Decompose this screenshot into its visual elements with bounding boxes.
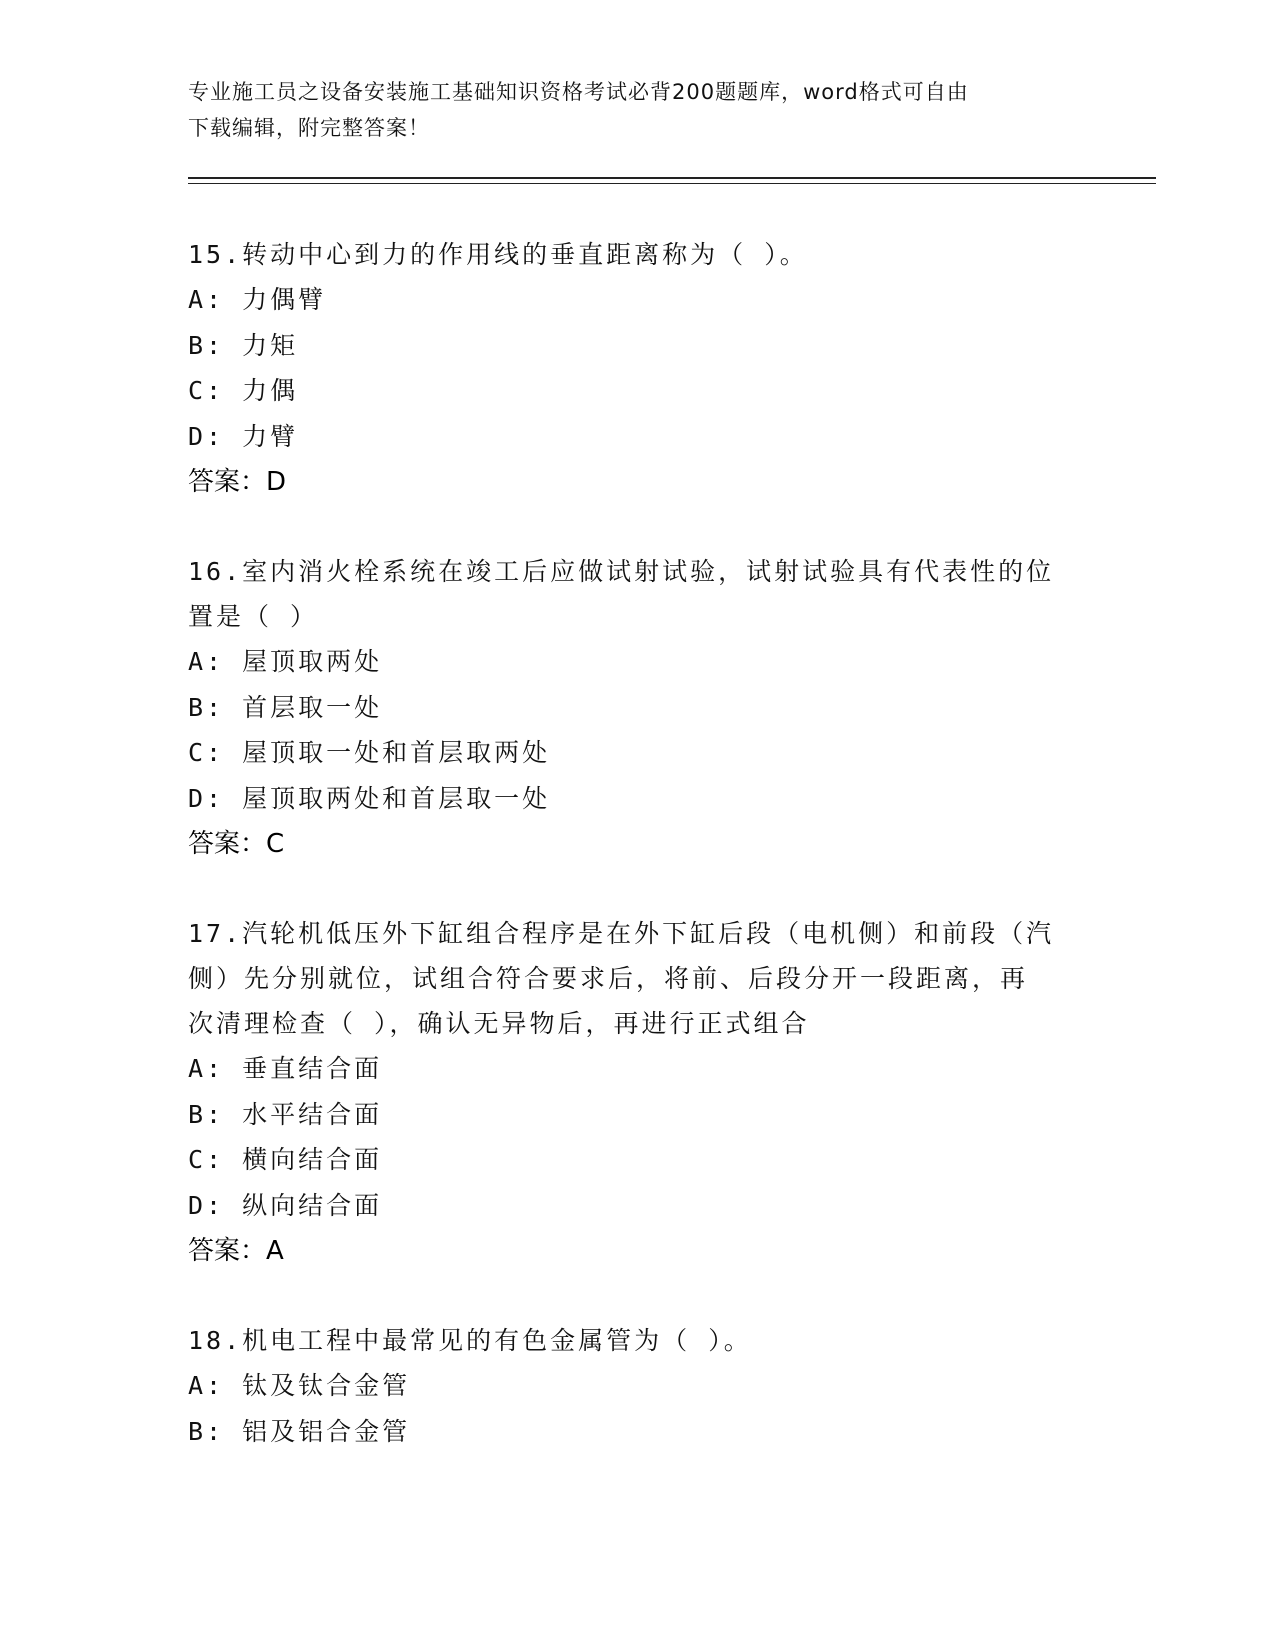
option-b: B: 首层取一处 (188, 692, 383, 722)
option-d: D: 纵向结合面 (188, 1190, 383, 1220)
question-17 (188, 911, 1088, 1274)
header-divider-thick (188, 177, 1156, 179)
option-c: C: 屋顶取一处和首层取两处 (188, 738, 551, 767)
answer: 答案：D (188, 467, 287, 497)
option-b: B: 铝及铝合金管 (188, 1416, 411, 1446)
question-text: 置是（ ） (188, 602, 319, 631)
question-18 (188, 1318, 1088, 1454)
option-c: C: 力偶 (188, 376, 299, 405)
answer: 答案：C (188, 829, 285, 859)
option-a: A: 力偶臂 (188, 285, 327, 314)
question-16 (188, 549, 1088, 867)
question-text: 18.机电工程中最常见的有色金属管为（ ）。 (188, 1326, 752, 1355)
document-header (188, 74, 1088, 146)
option-a: A: 屋顶取两处 (188, 647, 383, 676)
option-d: D: 力臂 (188, 421, 299, 451)
question-list (188, 232, 1088, 1498)
question-text: 15.转动中心到力的作用线的垂直距离称为（ ）。 (188, 240, 808, 269)
header-line-2: 下载编辑，附完整答案！ (188, 116, 430, 140)
option-b: B: 力矩 (188, 330, 299, 360)
header-line-1: 专业施工员之设备安装施工基础知识资格考试必背200题题库，word格式可自由 (188, 80, 969, 104)
option-c: C: 横向结合面 (188, 1145, 383, 1174)
header-divider-thin (188, 183, 1156, 184)
question-text: 次清理检查（ ），确认无异物后，再进行正式组合 (188, 1009, 810, 1038)
option-a: A: 垂直结合面 (188, 1054, 383, 1083)
option-b: B: 水平结合面 (188, 1099, 383, 1129)
answer: 答案：A (188, 1236, 284, 1266)
option-d: D: 屋顶取两处和首层取一处 (188, 783, 551, 813)
question-15 (188, 232, 1088, 505)
question-text: 侧）先分别就位，试组合符合要求后，将前、后段分开一段距离，再 (188, 964, 1029, 993)
option-a: A: 钛及钛合金管 (188, 1371, 411, 1400)
question-text: 17.汽轮机低压外下缸组合程序是在外下缸后段（电机侧）和前段（汽 (188, 919, 1055, 948)
question-text: 16.室内消火栓系统在竣工后应做试射试验，试射试验具有代表性的位 (188, 557, 1055, 586)
